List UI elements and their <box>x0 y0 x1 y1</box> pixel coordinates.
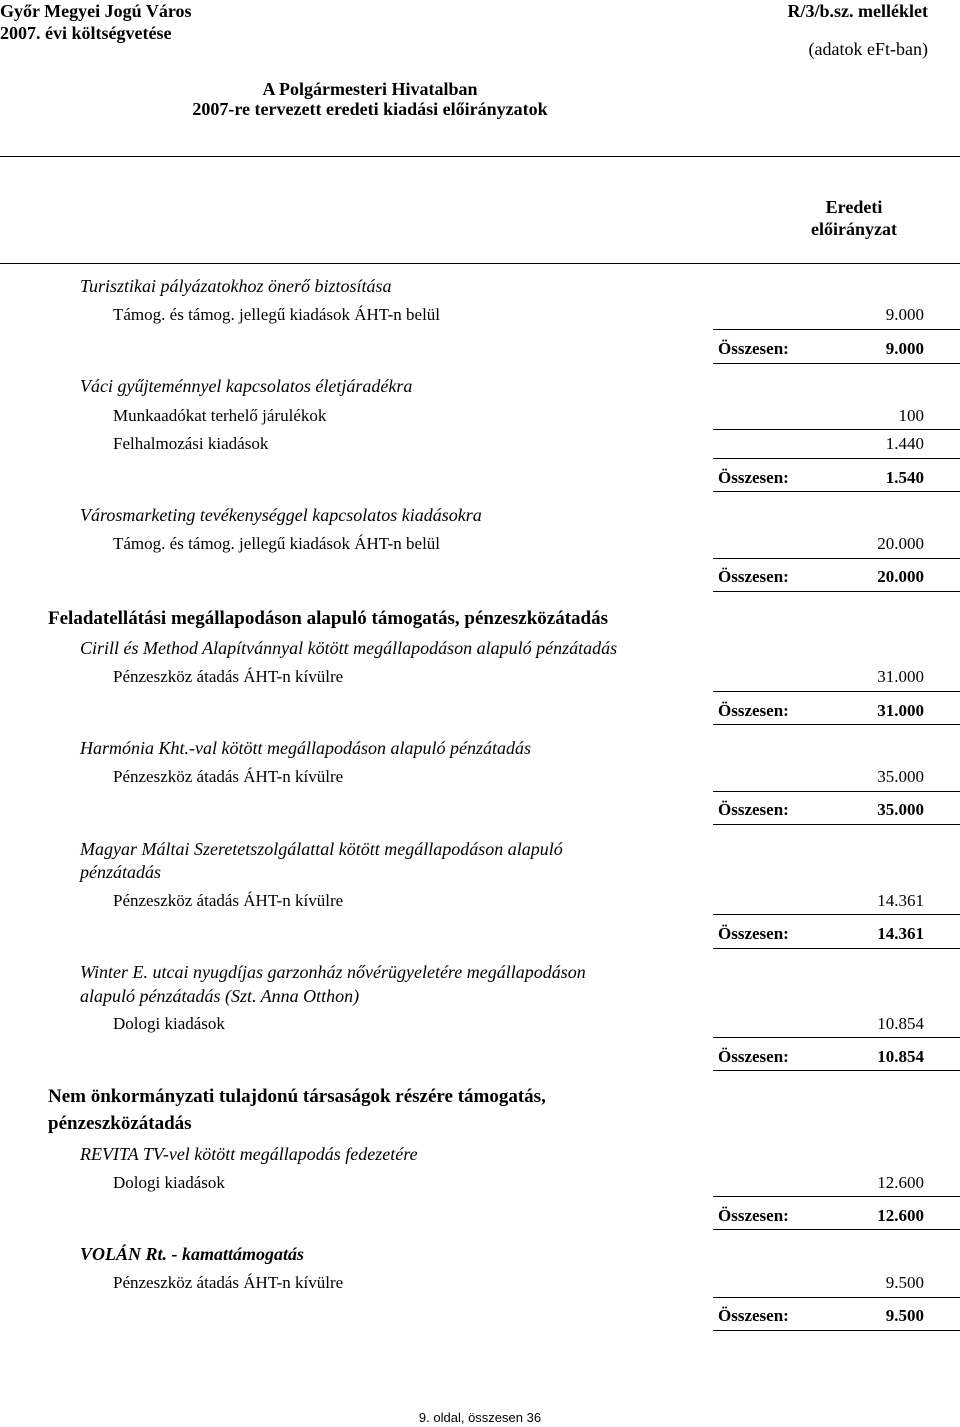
total-rule <box>713 1229 960 1230</box>
total-value: 10.854 <box>877 1047 924 1066</box>
row-rule <box>713 429 960 430</box>
section-title: Váci gyűjteménnyel kapcsolatos életjáradékra <box>80 376 413 396</box>
item-label: Felhalmozási kiadások <box>113 434 269 453</box>
attachment-reference: R/3/b.sz. melléklet <box>787 1 928 21</box>
section-title: Cirill és Method Alapítvánnyal kötött megállapodáson alapuló pénzátadás <box>80 638 618 658</box>
row-rule <box>713 558 960 559</box>
column-header-line-1: Eredeti <box>825 197 883 217</box>
organization-name: Győr Megyei Jogú Város <box>0 1 192 21</box>
total-value: 35.000 <box>877 800 924 819</box>
total-label: Összesen: <box>718 1306 789 1325</box>
item-value: 100 <box>898 406 924 425</box>
row-rule <box>713 691 960 692</box>
total-rule <box>713 1330 960 1331</box>
section-title: VOLÁN Rt. - kamattámogatás <box>80 1244 305 1264</box>
total-value: 9.000 <box>885 339 924 358</box>
total-label: Összesen: <box>718 339 789 358</box>
total-rule <box>713 591 960 592</box>
item-label: Pénzeszköz átadás ÁHT-n kívülre <box>113 891 344 910</box>
item-value: 14.361 <box>877 891 924 910</box>
item-value: 9.000 <box>885 305 924 324</box>
item-value: 1.440 <box>885 434 924 453</box>
total-value: 14.361 <box>877 924 924 943</box>
group-title-line-1: Nem önkormányzati tulajdonú társaságok részére támogatás, <box>48 1086 546 1107</box>
title-line-2: 2007-re tervezett eredeti kiadási előirányzatok <box>192 99 548 119</box>
total-rule <box>713 491 960 492</box>
section-title-line-2: alapuló pénzátadás (Szt. Anna Otthon) <box>80 986 360 1006</box>
item-label: Dologi kiadások <box>113 1014 225 1033</box>
row-rule <box>713 1196 960 1197</box>
item-label: Pénzeszköz átadás ÁHT-n kívülre <box>113 1273 344 1292</box>
item-value: 31.000 <box>877 667 924 686</box>
total-rule <box>713 724 960 725</box>
section-title: REVITA TV-vel kötött megállapodás fedezetére <box>80 1144 418 1164</box>
total-label: Összesen: <box>718 701 789 720</box>
total-rule <box>713 363 960 364</box>
total-value: 12.600 <box>877 1206 924 1225</box>
total-label: Összesen: <box>718 567 789 586</box>
item-value: 12.600 <box>877 1173 924 1192</box>
group-title-line-2: pénzeszközátadás <box>48 1113 192 1134</box>
total-value: 9.500 <box>885 1306 924 1325</box>
row-rule <box>713 1297 960 1298</box>
row-rule <box>713 329 960 330</box>
item-label: Dologi kiadások <box>113 1173 225 1192</box>
total-label: Összesen: <box>718 468 789 487</box>
title-line-1: A Polgármesteri Hivatalban <box>262 79 478 99</box>
section-title-line-2: pénzátadás <box>80 862 161 882</box>
total-value: 31.000 <box>877 701 924 720</box>
item-label: Támog. és támog. jellegű kiadások ÁHT-n belül <box>113 305 441 324</box>
group-title: Feladatellátási megállapodáson alapuló támogatás, pénzeszközátadás <box>48 608 608 629</box>
row-rule <box>713 458 960 459</box>
item-value: 10.854 <box>877 1014 924 1033</box>
item-value: 9.500 <box>885 1273 924 1292</box>
budget-year: 2007. évi költségvetése <box>0 23 172 43</box>
total-label: Összesen: <box>718 1206 789 1225</box>
section-title: Harmónia Kht.-val kötött megállapodáson alapuló pénzátadás <box>80 738 531 758</box>
item-label: Támog. és támog. jellegű kiadások ÁHT-n belül <box>113 534 441 553</box>
section-title-line-1: Winter E. utcai nyugdíjas garzonház nővérügyeletére megállapodáson <box>80 962 586 982</box>
item-label: Pénzeszköz átadás ÁHT-n kívülre <box>113 667 344 686</box>
units-note: (adatok eFt-ban) <box>808 39 928 59</box>
column-header-line-2: előirányzat <box>811 219 897 239</box>
row-rule <box>713 1037 960 1038</box>
section-title-line-1: Magyar Máltai Szeretetszolgálattal kötött megállapodáson alapuló <box>80 839 563 859</box>
total-label: Összesen: <box>718 924 789 943</box>
total-label: Összesen: <box>718 1047 789 1066</box>
column-header-rule <box>0 263 960 264</box>
item-label: Munkaadókat terhelő járulékok <box>113 406 327 425</box>
item-label: Pénzeszköz átadás ÁHT-n kívülre <box>113 767 344 786</box>
total-label: Összesen: <box>718 800 789 819</box>
item-value: 20.000 <box>877 534 924 553</box>
total-rule <box>713 948 960 949</box>
section-title: Városmarketing tevékenységgel kapcsolatos kiadásokra <box>80 505 482 525</box>
item-value: 35.000 <box>877 767 924 786</box>
section-title: Turisztikai pályázatokhoz önerő biztosítása <box>80 276 392 296</box>
page-number: 9. oldal, összesen 36 <box>418 1410 542 1425</box>
row-rule <box>713 914 960 915</box>
total-value: 20.000 <box>877 567 924 586</box>
header-rule <box>0 156 960 157</box>
total-value: 1.540 <box>885 468 924 487</box>
total-rule <box>713 1070 960 1071</box>
total-rule <box>713 824 960 825</box>
row-rule <box>713 791 960 792</box>
